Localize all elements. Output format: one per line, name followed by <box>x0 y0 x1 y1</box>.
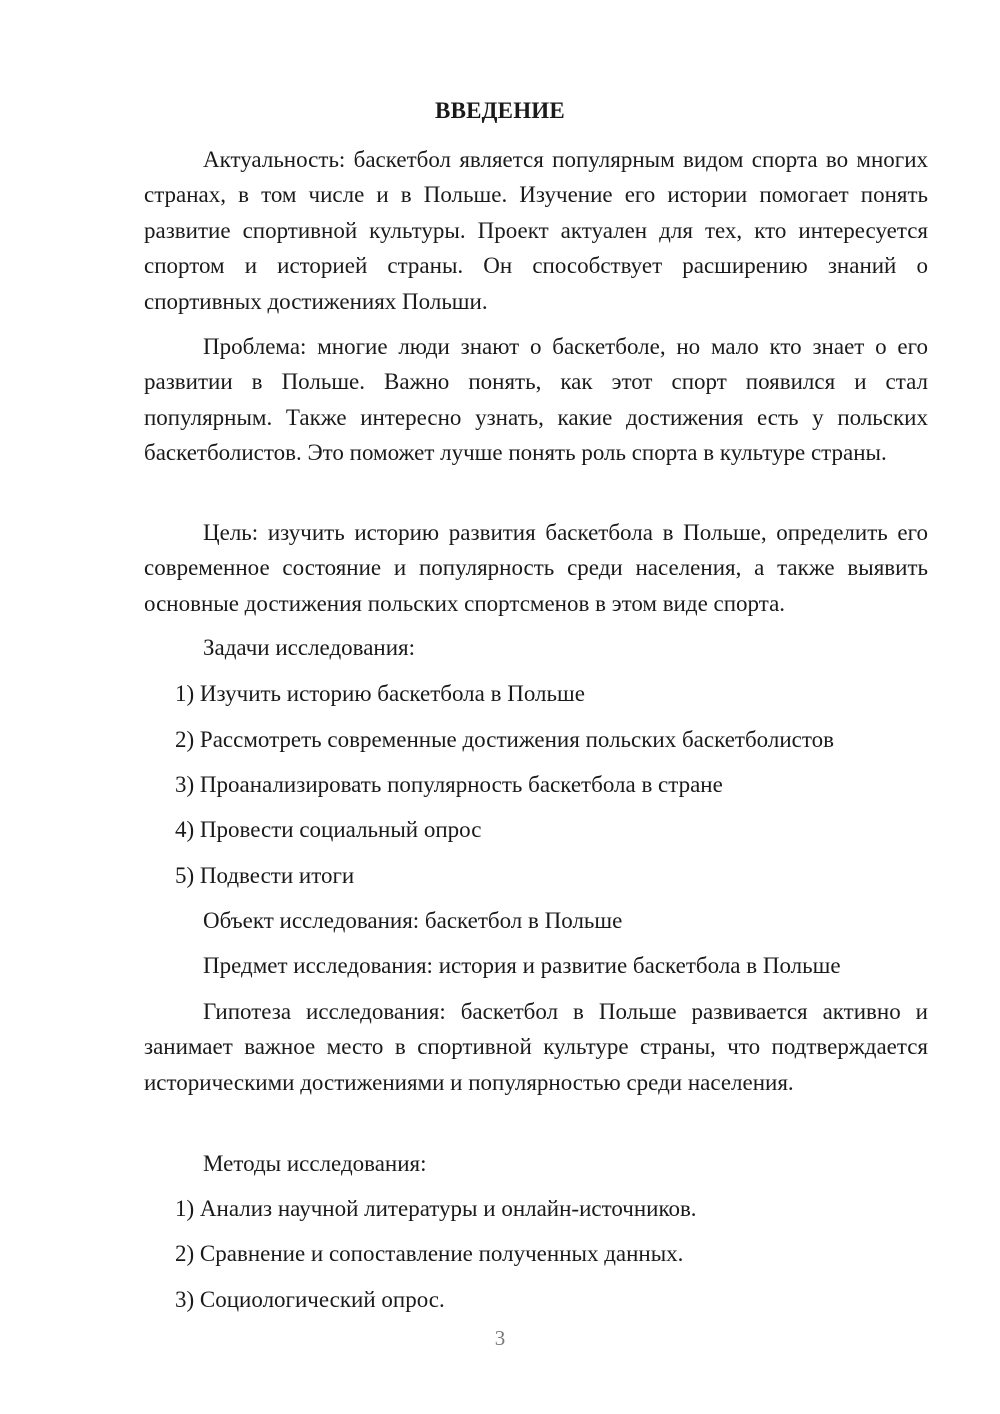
paragraph-goal: Цель: изучить историю развития баскетбола в Польше, определить его современное состояние и популярность среди населения, а также выявить основные достижения польских спортсменов в этом виде спорта. <box>144 520 928 616</box>
paragraph-relevance: Актуальность: баскетбол является популярным видом спорта во многих странах, в том числе и в Польше. Изучение его истории помогает понять развитие спортивной культуры. Проект актуален для тех, кто интересуется спортом и историей страны. Он способствует расширению знаний о спортивных достижениях Польши. <box>144 147 928 314</box>
task-item: 3) Проанализировать популярность баскетбола в стране <box>175 772 723 797</box>
task-item: 2) Рассмотреть современные достижения польских баскетболистов <box>175 727 834 752</box>
method-item: 2) Сравнение и сопоставление полученных данных. <box>175 1241 684 1266</box>
method-item: 3) Социологический опрос. <box>175 1287 445 1312</box>
methods-title: Методы исследования: <box>203 1151 427 1176</box>
task-item: 5) Подвести итоги <box>175 863 355 888</box>
research-subject: Предмет исследования: история и развитие баскетбола в Польше <box>203 953 841 978</box>
task-item: 4) Провести социальный опрос <box>175 817 482 842</box>
method-item: 1) Анализ научной литературы и онлайн-источников. <box>175 1196 697 1221</box>
page-number: 3 <box>494 1326 506 1350</box>
paragraph-problem: Проблема: многие люди знают о баскетболе, но мало кто знает о его развитии в Польше. Важно понять, как этот спорт появился и стал популярным. Также интересно узнать, какие достижения есть у польских баскетболистов. Это поможет лучше понять роль спорта в культуре страны. <box>144 334 928 466</box>
paragraph-hypothesis: Гипотеза исследования: баскетбол в Польше развивается активно и занимает важное место в спортивной культуре страны, что подтверждается историческими достижениями и популярностью среди населения. <box>144 999 928 1095</box>
research-object: Объект исследования: баскетбол в Польше <box>203 908 623 933</box>
page-heading: ВВЕДЕНИЕ <box>435 98 565 123</box>
task-item: 1) Изучить историю баскетбола в Польше <box>175 681 585 706</box>
tasks-title: Задачи исследования: <box>203 635 416 660</box>
